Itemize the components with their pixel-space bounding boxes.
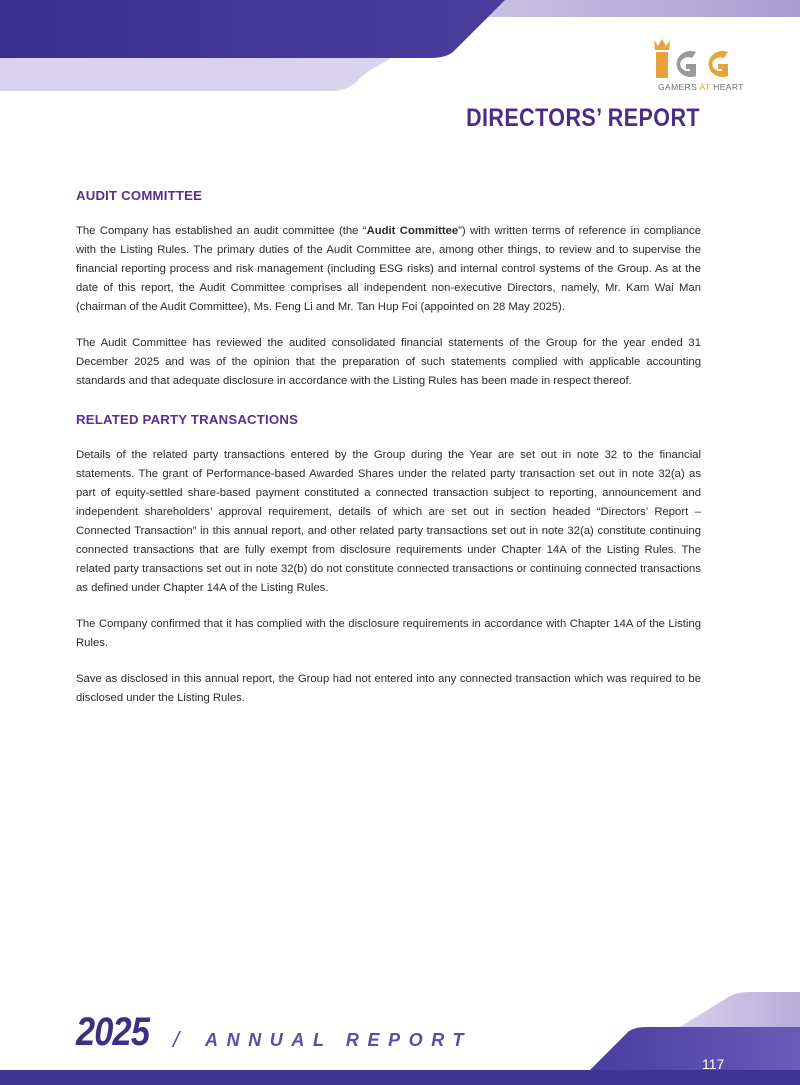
logo-tagline-post: HEART: [710, 82, 744, 92]
logo-tagline-at: AT: [699, 82, 711, 92]
section-heading: AUDIT COMMITTEE: [76, 188, 203, 203]
section-heading: RELATED PARTY TRANSACTIONS: [76, 412, 299, 427]
paragraph: The Company confirmed that it has complied with the disclosure requirements in accordance with Chapter 14A of the Listing Rules.: [76, 618, 701, 649]
paragraph-text: ”) with written terms of reference in compliance with the Listing Rules. The primary duties of the Audit Committee are, among other things, to review and to supervise the financial reporting process and risk management (including ESG risks) and internal control systems of the Group. As at the date of this report, the Audit Committee comprises all independent non-executive Directors, namely, Mr. Kam Wai Man (chairman of the Audit Committee), Ms. Feng Li and Mr. Tan Hup Foi (appointed on 28 May 2025).: [76, 225, 701, 313]
footer-title: ANNUAL REPORT: [205, 1030, 473, 1050]
footer-year: 2025: [76, 1010, 150, 1054]
page-number: 117: [702, 1056, 725, 1072]
paragraph: The Audit Committee has reviewed the audited consolidated financial statements of the Group for the year ended 31 December 2025 and was of the opinion that the preparation of such statements complied with applicable accounting standards and that adequate disclosure in accordance with the Listing Rules has been made in respect thereof.: [76, 337, 701, 387]
main-content: [76, 188, 701, 725]
igg-logo: [652, 38, 744, 94]
footer-separator: /: [173, 1027, 180, 1052]
section-audit-committee: [76, 188, 701, 391]
defined-term: Audit Committee: [366, 225, 459, 237]
igg-crown-logo-icon: [652, 38, 744, 82]
logo-tagline: [658, 82, 748, 92]
logo-tagline-pre: GAMERS: [658, 82, 700, 92]
paragraph: [76, 222, 701, 317]
paragraph: Details of the related party transactions entered by the Group during the Year are set out in note 32 to the financial statements. The grant of Performance-based Awarded Shares under the related party transaction set out in note 32(a) as part of equity-settled share-based payment constituted a connected transaction subject to reporting, announcement and independent shareholders’ approval requirement, details of which are set out in section headed “Directors’ Report – Connected Transaction” in this annual report, and other related party transactions set out in note 32(a) constitute continuing connected transactions that are fully exempt from disclosure requirements under Chapter 14A of the Listing Rules. The related party transactions set out in note 32(b) do not constitute connected transactions or continuing connected transactions as defined under Chapter 14A of the Listing Rules.: [76, 449, 701, 594]
section-related-party-transactions: [76, 412, 701, 708]
report-title: DIRECTORS’ REPORT: [466, 104, 700, 132]
paragraph-text: The Company has established an audit committee (the “: [76, 225, 367, 237]
paragraph: Save as disclosed in this annual report, the Group had not entered into any connected transaction which was required to be disclosed under the Listing Rules.: [76, 673, 701, 704]
